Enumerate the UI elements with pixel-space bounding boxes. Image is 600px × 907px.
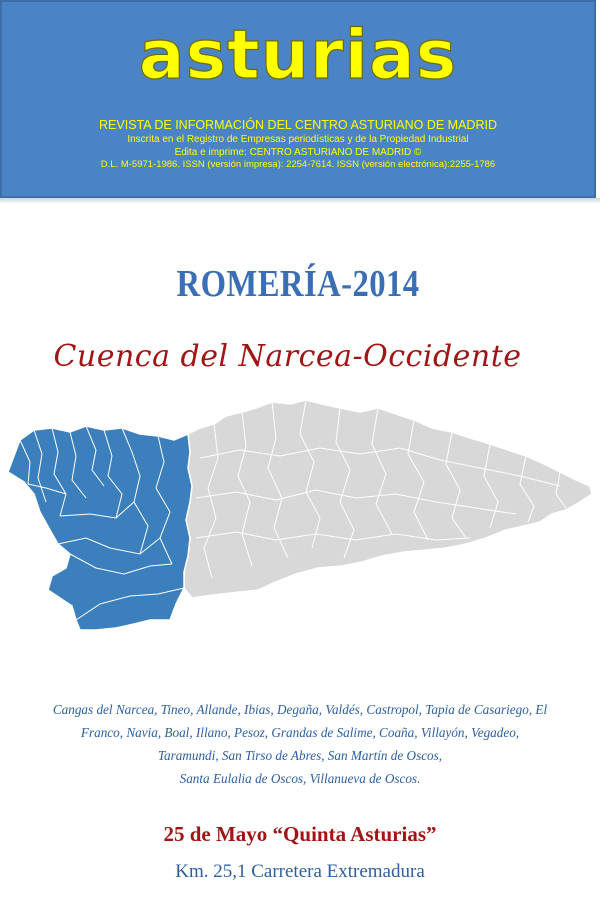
registry-note: Inscrita en el Registro de Empresas periodísticas y de la Propiedad Industrial: [127, 134, 469, 145]
event-location: Km. 25,1 Carretera Extremadura: [175, 861, 425, 882]
towns-line: Taramundi, San Tirso de Abres, San Martín de Oscos,: [157, 748, 443, 763]
masthead-title: asturias: [138, 16, 458, 95]
towns-line: Cangas del Narcea, Tineo, Allande, Ibias, Degaña, Valdés, Castropol, Tapia de Casariego, El: [52, 702, 548, 717]
magazine-subtitle: REVISTA DE INFORMACIÓN DEL CENTRO ASTURIANO DE MADRID: [99, 118, 497, 132]
event-date: 25 de Mayo “Quinta Asturias”: [163, 822, 437, 846]
event-subtitle: Cuenca del Narcea-Occidente: [53, 339, 522, 374]
issn-note: D.L. M-5971-1986. ISSN (versión impresa): 2254-7614. ISSN (versión electrónica):2255-1786: [100, 159, 496, 170]
map-highlight-region: [8, 426, 192, 630]
event-title: ROMERÍA-2014: [176, 263, 420, 305]
asturias-map: [0, 398, 600, 643]
towns-list: [8, 698, 592, 790]
header-shadow: [0, 198, 600, 204]
map-rest-region: [184, 400, 592, 598]
towns-line: Santa Eulalia de Oscos, Villanueva de Oscos.: [179, 771, 421, 786]
towns-line: Franco, Navia, Boal, Illano, Pesoz, Grandas de Salime, Coaña, Villayón, Vegadeo,: [80, 725, 520, 740]
magazine-header: [0, 0, 596, 198]
publisher-note: Edita e imprime: CENTRO ASTURIANO DE MADRID ©: [174, 147, 422, 158]
